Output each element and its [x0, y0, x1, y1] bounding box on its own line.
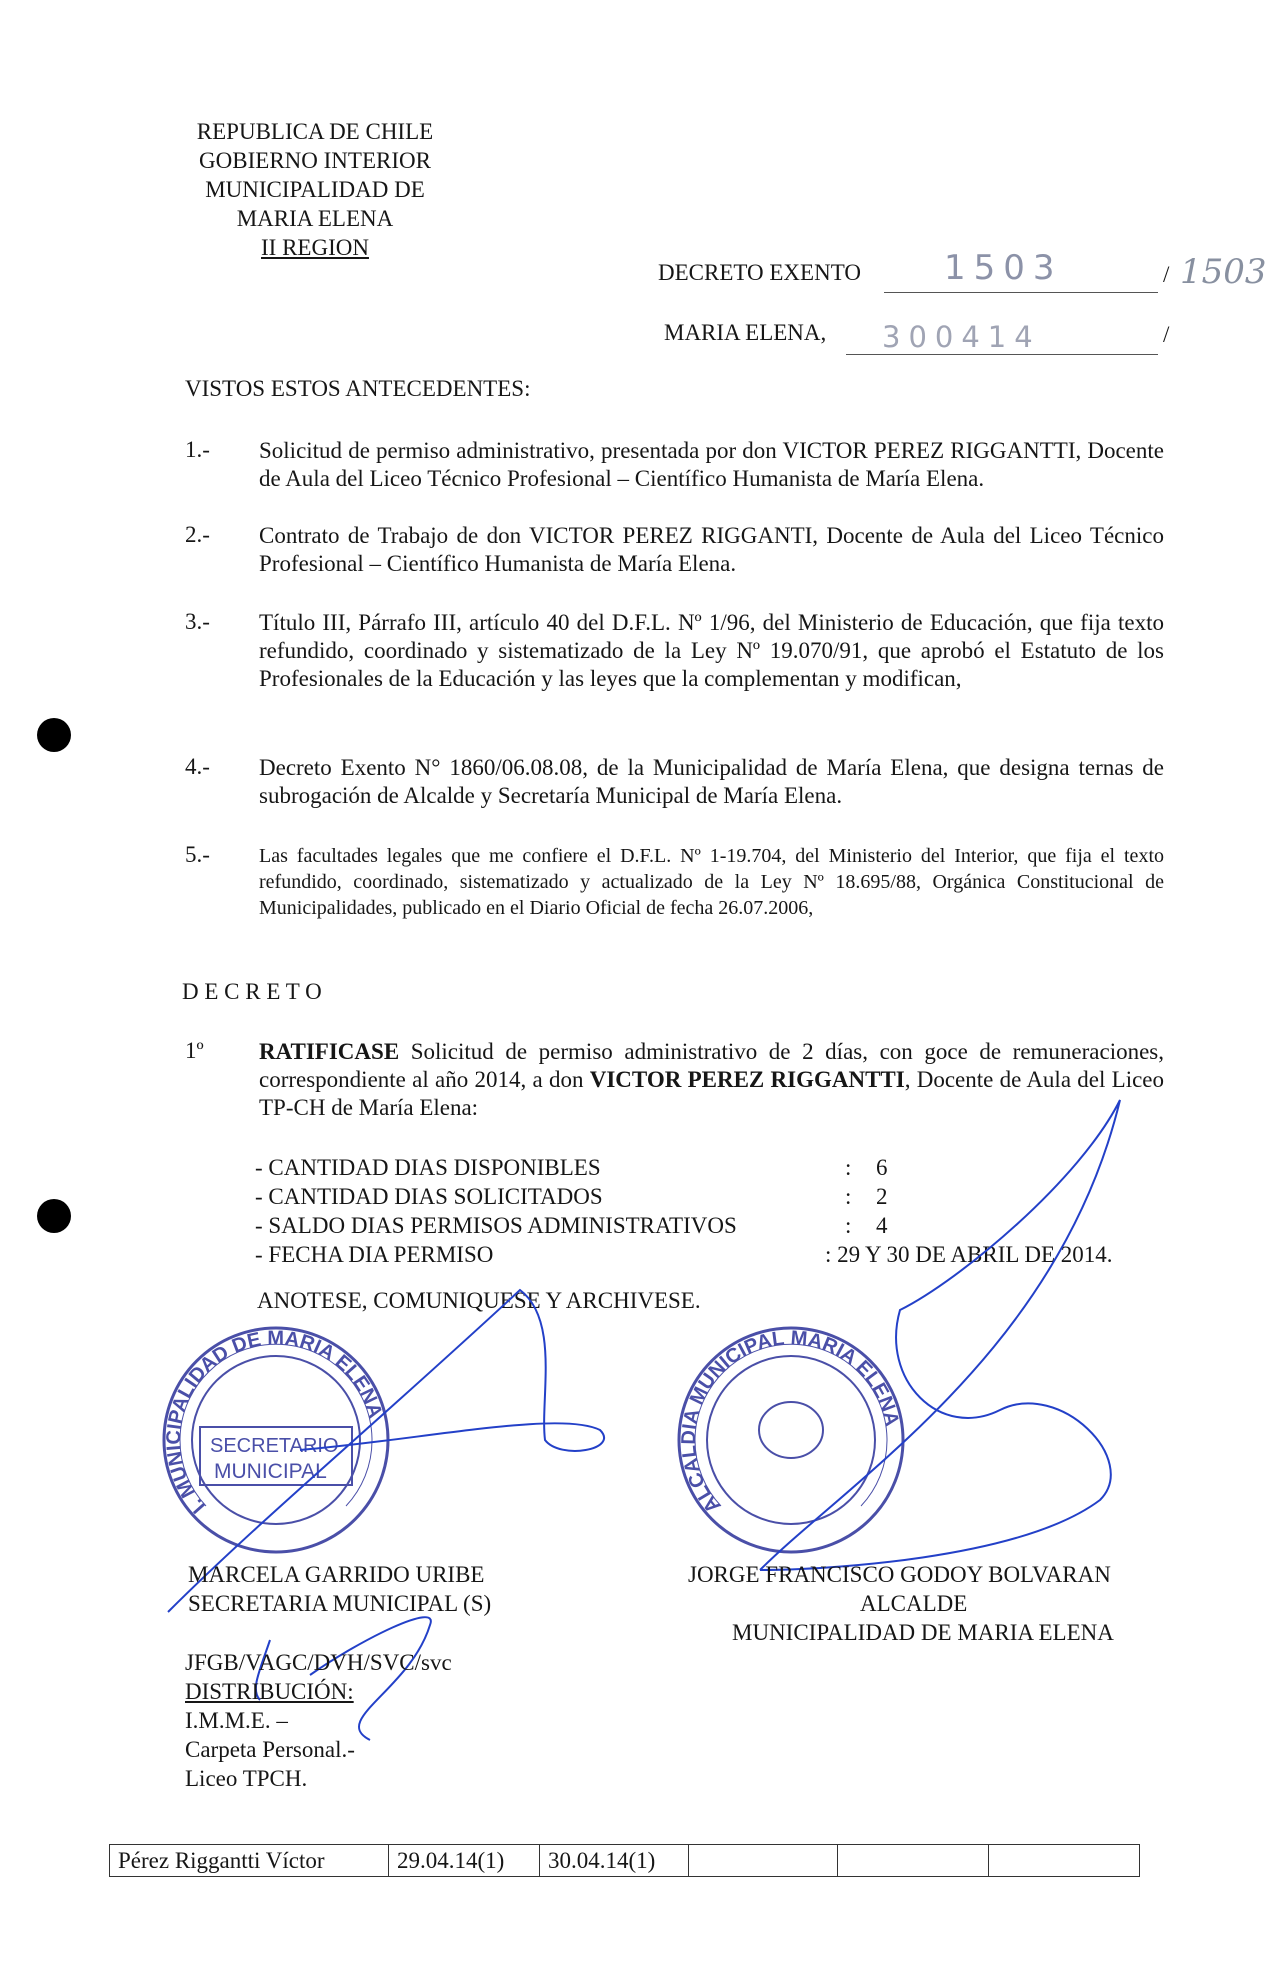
- article-number: 1º: [185, 1038, 204, 1063]
- punch-hole: [37, 718, 71, 752]
- vistos-item: Decreto Exento N° 1860/06.08.08, de la Municipalidad de María Elena, que designa ternas de subrogación de Alcalde y Secretaría Municipal de María Elena.: [259, 755, 1164, 808]
- date-stamp: 300414: [882, 320, 1041, 354]
- leave-summary: [255, 1153, 1113, 1269]
- vistos-item: Contrato de Trabajo de don VICTOR PEREZ RIGGANTI, Docente de Aula del Liceo Técnico Profesional – Científico Humanista de María Elena.: [259, 523, 1164, 576]
- header-line: GOBIERNO INTERIOR: [199, 148, 431, 173]
- header-line: REPUBLICA DE CHILE: [196, 119, 434, 144]
- summary-label: - CANTIDAD DIAS DISPONIBLES: [255, 1155, 601, 1180]
- date-field: [846, 318, 1158, 355]
- summary-value: : 29 Y 30 DE ABRIL DE 2014.: [825, 1242, 1113, 1267]
- summary-value: 6: [876, 1155, 888, 1180]
- item-number: 1.-: [185, 437, 210, 462]
- vistos-title: VISTOS ESTOS ANTECEDENTES:: [185, 376, 531, 401]
- item-number: 3.-: [185, 609, 210, 634]
- header-line: MUNICIPALIDAD DE: [205, 177, 425, 202]
- article-text: Solicitud de permiso administrativo de 2 días, con goce de remuneraciones, correspondiente al año 2014, a don: [259, 1039, 1164, 1092]
- right-signer-title: ALCALDE: [860, 1591, 968, 1616]
- right-signer-name: JORGE FRANCISCO GODOY BOLVARAN: [688, 1562, 1111, 1587]
- distribution-item: I.M.M.E. –: [185, 1708, 288, 1733]
- item-number: 4.-: [185, 754, 210, 779]
- right-signer-org: MUNICIPALIDAD DE MARIA ELENA: [732, 1620, 1114, 1645]
- header-line: II REGION: [261, 235, 369, 260]
- summary-label: - SALDO DIAS PERMISOS ADMINISTRATIVOS: [255, 1213, 737, 1238]
- article-1: [259, 1038, 1164, 1122]
- person-name: VICTOR PEREZ RIGGANTTI: [589, 1067, 905, 1092]
- place-label: MARIA ELENA,: [664, 320, 827, 345]
- decree-label: DECRETO EXENTO: [658, 260, 861, 285]
- svg-text:I. MUNICIPALIDAD DE MARIA ELEN: [163, 1327, 386, 1517]
- vistos-item: Título III, Párrafo III, artículo 40 del D.F.L. Nº 1/96, del Ministerio de Educación, que fija texto refundido, coordinado y sistematizado de la Ley Nº 19.070/91, que aprobó el Estatuto de los Profesionales de la Educación y las leyes que la complementan y modifican,: [259, 610, 1164, 691]
- distribution-title: DISTRIBUCIÓN:: [185, 1679, 354, 1704]
- decree-number-stamp: 1503: [944, 248, 1063, 288]
- left-stamp: [163, 1327, 388, 1552]
- summary-label: - CANTIDAD DIAS SOLICITADOS: [255, 1184, 603, 1209]
- table-cell: [838, 1845, 989, 1877]
- article-text: , Docente de Aula del Liceo TP-CH de María Elena:: [259, 1067, 1164, 1120]
- decree-number-handwritten: 1503: [1180, 252, 1267, 292]
- left-stamp-center-2: MUNICIPAL: [214, 1460, 327, 1483]
- right-stamp-ring: ALCALDIA MUNICIPAL MARIA ELENA: [677, 1326, 903, 1517]
- table-cell: 29.04.14(1): [389, 1845, 540, 1877]
- table-cell: Pérez Riggantti Víctor: [110, 1845, 389, 1877]
- table-cell: [989, 1845, 1140, 1877]
- left-signer-name: MARCELA GARRIDO URIBE: [188, 1562, 485, 1587]
- vistos-item: Solicitud de permiso administrativo, presentada por don VICTOR PEREZ RIGGANTTI, Docente de Aula del Liceo Técnico Profesional – Científico Humanista de María Elena.: [259, 438, 1164, 491]
- table-cell: 30.04.14(1): [540, 1845, 689, 1877]
- summary-value: 2: [876, 1184, 888, 1209]
- summary-row: [255, 1182, 1113, 1211]
- summary-row: [255, 1211, 1113, 1240]
- vistos-item: Las facultades legales que me confiere el D.F.L. Nº 1-19.704, del Ministerio del Interior, que fija el texto refundido, coordinado, sistematizado y actualizado de la Ley Nº 18.695/88, Orgánica Constitucional de Municipalidades, publicado en el Diario Oficial de fecha 26.07.2006,: [259, 845, 1164, 919]
- issuer-header: [150, 117, 480, 262]
- svg-text:ALCALDIA MUNICIPAL MARIA ELENA: [678, 1327, 903, 1517]
- left-stamp-center-1: SECRETARIO: [210, 1435, 339, 1457]
- summary-sep: :: [845, 1184, 852, 1209]
- summary-sep: :: [845, 1213, 852, 1238]
- table-cell: [689, 1845, 838, 1877]
- item-number: 2.-: [185, 522, 210, 547]
- leave-record-table: [109, 1844, 1140, 1877]
- left-stamp-ring: I. MUNICIPALIDAD DE MARIA ELENA: [162, 1327, 387, 1518]
- summary-value: 4: [876, 1213, 888, 1238]
- header-line: MARIA ELENA: [236, 206, 394, 231]
- closing-formula: ANOTESE, COMUNIQUESE Y ARCHIVESE.: [257, 1288, 701, 1313]
- left-signer-title: SECRETARIA MUNICIPAL (S): [188, 1591, 492, 1616]
- slash: /: [1163, 322, 1170, 347]
- summary-row: [255, 1153, 1113, 1182]
- article-verb: RATIFICASE: [259, 1039, 400, 1064]
- decreto-title: D E C R E T O: [182, 979, 322, 1004]
- item-number: 5.-: [185, 842, 210, 867]
- summary-row: [255, 1240, 1113, 1269]
- punch-hole: [37, 1199, 71, 1233]
- distribution-item: Carpeta Personal.-: [185, 1737, 355, 1762]
- summary-label: - FECHA DIA PERMISO: [255, 1242, 494, 1267]
- distribution-item: Liceo TPCH.: [185, 1766, 308, 1791]
- right-stamp: [678, 1327, 903, 1552]
- slash: /: [1163, 262, 1170, 287]
- decree-number-field: [884, 248, 1158, 293]
- initials: JFGB/VAGC/DVH/SVC/svc: [185, 1650, 452, 1675]
- summary-sep: :: [845, 1155, 852, 1180]
- table-row: [110, 1845, 1140, 1877]
